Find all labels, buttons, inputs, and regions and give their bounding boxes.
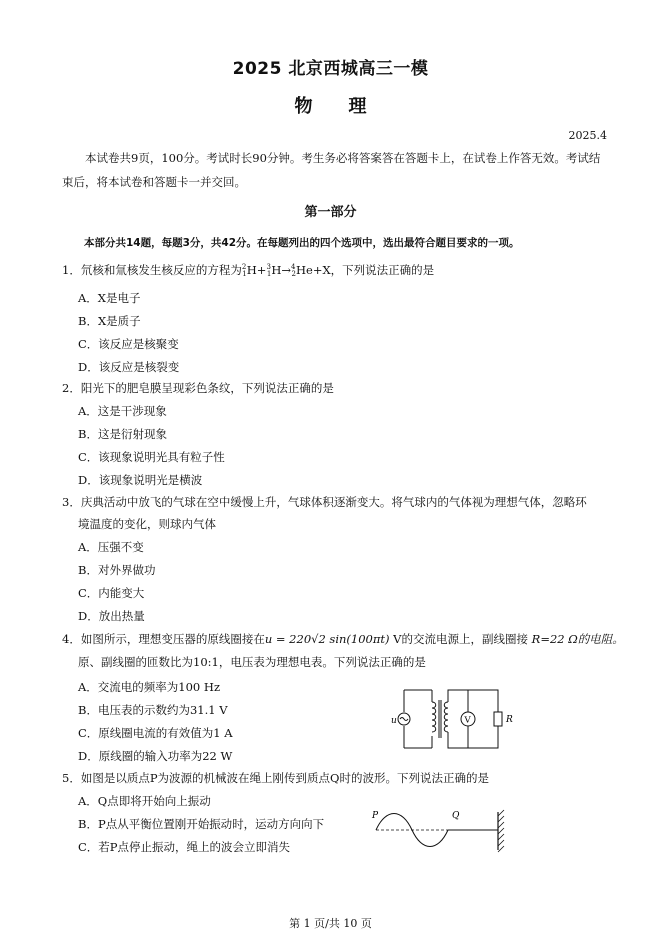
eq-h3: H: [271, 263, 282, 277]
question-3-option-b: B．对外界做功: [78, 563, 156, 577]
voltage-formula: u = 220√2 sin(100πt): [264, 632, 390, 646]
question-3-option-a: A．压强不变: [78, 540, 144, 554]
question-4-stem-cont: 原、副线圈的匝数比为10:1，电压表为理想电表。下列说法正确的是: [78, 655, 426, 669]
exam-title: 2025 北京西城高三一模: [232, 59, 429, 79]
section-title: 第一部分: [304, 205, 357, 220]
secondary-wires: [448, 690, 498, 748]
question-1-option-d: D．该反应是核裂变: [78, 360, 180, 374]
question-4-option-a: A．交流电的频率为100 Hz: [78, 680, 220, 694]
section-instructions: 本部分共14题，每题3分，共42分。在每题列出的四个选项中，选出最符合题目要求的一项。: [84, 237, 520, 249]
question-4-stem-pre: 4．如图所示，理想变压器的原线圈接在: [62, 632, 265, 646]
eq-h2: H: [246, 263, 257, 277]
transformer-circuit-figure: [390, 686, 520, 752]
question-1-stem-post: ，下列说法正确的是: [330, 263, 435, 277]
eq-plus-1: +: [256, 263, 267, 277]
eq-mass-3: 3: [266, 263, 271, 271]
eq-mass-2: 2: [241, 263, 247, 271]
page-footer: 第 1 页/共 10 页: [289, 917, 372, 930]
eq-z-1b: 1: [266, 270, 272, 278]
eq-he: He: [295, 263, 313, 277]
eq-arrow: →: [281, 263, 292, 277]
resistor-label: R: [506, 715, 513, 725]
question-3-option-d: D．放出热量: [78, 609, 145, 623]
point-q-label: Q: [452, 811, 460, 821]
primary-wires: [404, 690, 432, 748]
eq-z-2: 2: [291, 270, 296, 278]
question-5-stem: 5．如图是以质点P为波源的机械波在绳上刚传到质点Q时的波形。下列说法正确的是: [62, 771, 489, 785]
eq-mass-4: 4: [291, 263, 296, 271]
question-1-option-c: C．该反应是核聚变: [78, 337, 179, 351]
question-3-option-c: C．内能变大: [78, 586, 145, 600]
wall-hatch: [498, 810, 504, 852]
source-label: u: [391, 716, 397, 726]
rope-wave-figure: [368, 806, 508, 858]
eq-plus-x: +X: [312, 263, 331, 277]
question-4-option-d: D．原线圈的输入功率为22 W: [78, 749, 233, 763]
question-2-option-b: B．这是衍射现象: [78, 427, 167, 441]
question-2-stem: 2．阳光下的肥皂膜呈现彩色条纹，下列说法正确的是: [62, 381, 334, 395]
question-4-stem: [62, 631, 624, 647]
exam-subject: 物理: [294, 96, 403, 117]
primary-coil-icon: [432, 702, 436, 732]
question-1-stem-pre: 1．氘核和氚核发生核反应的方程为: [62, 263, 242, 277]
secondary-coil-icon: [444, 702, 448, 732]
point-p-label: P: [372, 811, 379, 821]
nuclear-equation: [242, 263, 331, 278]
question-5-option-b: B．P点从平衡位置刚开始振动时，运动方向向下: [78, 817, 325, 831]
question-2-option-d: D．该现象说明光是横波: [78, 473, 203, 487]
question-4-stem-mid: V的交流电源上，副线圈接: [389, 632, 532, 646]
question-4-stem-post: R=22 Ω的电阻。: [531, 632, 624, 646]
question-4-option-b: B．电压表的示数约为31.1 V: [78, 703, 228, 717]
question-3-stem: 3．庆典活动中放飞的气球在空中缓慢上升，气球体积逐渐变大。将气球内的气体视为理想气体，忽略环: [62, 495, 587, 509]
resistor-icon: [494, 712, 502, 726]
question-5-option-c: C．若P点停止振动，绳上的波会立即消失: [78, 840, 291, 854]
question-3-stem-cont: 境温度的变化，则球内气体: [78, 517, 216, 531]
exam-date: 2025.4: [568, 129, 607, 142]
question-2-option-a: A．这是干涉现象: [78, 404, 167, 418]
question-5-option-a: A．Q点即将开始向上振动: [78, 794, 211, 808]
question-1-option-b: B．X是质子: [78, 314, 141, 328]
question-4-option-c: C．原线圈电流的有效值为1 A: [78, 726, 233, 740]
transformer-core: [439, 700, 441, 738]
question-1-stem: [62, 262, 434, 278]
voltmeter-label: V: [464, 715, 471, 726]
eq-z-1a: 1: [242, 270, 247, 278]
question-2-option-c: C．该现象说明光具有粒子性: [78, 450, 225, 464]
question-1-option-a: A．X是电子: [78, 291, 141, 305]
ac-wave-icon: [400, 718, 408, 721]
exam-intro: 本试卷共9页，100分。考试时长90分钟。考生务必将答案答在答题卡上，在试卷上作答无效。考试结束后，将本试卷和答题卡一并交回。: [62, 151, 601, 189]
